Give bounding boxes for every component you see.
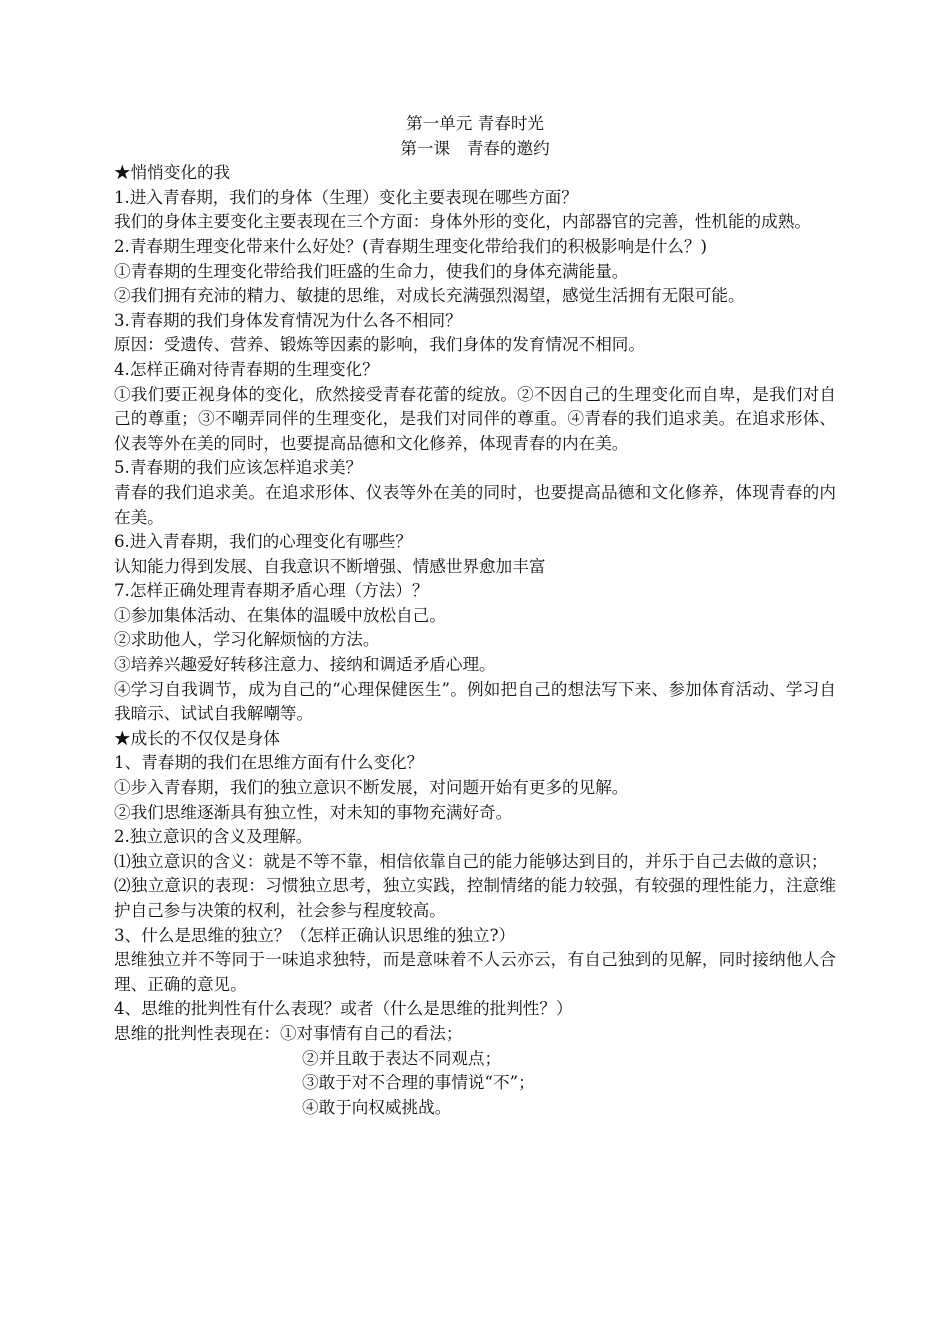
critical-intro-text: 思维的批判性表现在： (114, 1023, 280, 1043)
answer: 我们的身体主要变化主要表现在三个方面：身体外形的变化，内部器官的完善，性机能的成熟。 (114, 212, 811, 232)
answer: ①步入青春期，我们的独立意识不断发展，对问题开始有更多的见解。 (114, 778, 629, 798)
question: 2.独立意识的含义及理解。 (114, 827, 313, 847)
question: 3、什么是思维的独立？（怎样正确认识思维的独立?） (114, 925, 516, 945)
answer: ⑴独立意识的含义：就是不等不靠，相信依靠自己的能力能够达到目的，并乐于自己去做的意识； (114, 851, 828, 871)
answer: ①参加集体活动、在集体的温暖中放松自己。 (114, 605, 446, 625)
answer: 青春的我们追求美。在追求形体、仪表等外在美的同时，也要提高品德和文化修养，体现青春的内在美。 (114, 482, 836, 527)
critical-item: ①对事情有自己的看法； (279, 1023, 463, 1043)
answer: ⑵独立意识的表现：习惯独立思考，独立实践，控制情绪的能力较强，有较强的理性能力，注意维护自己参与决策的权利，社会参与程度较高。 (114, 876, 836, 920)
answer: ④学习自我调节，成为自己的“心理保健医生”。例如把自己的想法写下来、参加体育活动、学习自我暗示、试试自我解嘲等。 (114, 679, 836, 724)
answer: ②我们思维逐渐具有独立性，对未知的事物充满好奇。 (114, 802, 513, 822)
document-page (114, 112, 836, 1120)
question: 5.青春期的我们应该怎样追求美？ (114, 458, 363, 478)
question: 4.怎样正确对待青春期的生理变化？ (114, 359, 379, 379)
question: 1.进入青春期，我们的身体（生理）变化主要表现在哪些方面？ (114, 187, 578, 207)
answer: ②我们拥有充沛的精力、敏捷的思维，对成长充满强烈渴望，感觉生活拥有无限可能。 (114, 286, 745, 306)
answer: ①我们要正视身体的变化，欣然接受青春花蕾的绽放。②不因自己的生理变化而自卑，是我们对自己的尊重；③不嘲弄同伴的生理变化，是我们对同伴的尊重。④青春的我们追求美。在追求形体、仪表等外在美的同时，也要提高品德和文化修养，体现青春的内在美。 (114, 384, 836, 453)
unit-title: 第一单元 青春时光 (405, 114, 545, 133)
answer: 思维独立并不等同于一味追求独特，而是意味着不人云亦云，有自己独到的见解，同时接纳他人合理、正确的意见。 (114, 950, 836, 994)
question: 6.进入青春期，我们的心理变化有哪些？ (114, 532, 412, 552)
critical-item: ④敢于向权威挑战。 (302, 1097, 452, 1117)
question: 3.青春期的我们身体发育情况为什么各不相同？ (114, 310, 462, 330)
critical-item: ②并且敢于表达不同观点； (302, 1048, 502, 1068)
critical-item: ③敢于对不合理的事情说“不”； (302, 1073, 535, 1093)
question: 2.青春期生理变化带来什么好处？(青春期生理变化带给我们的积极影响是什么？) (114, 236, 707, 256)
answer: 认知能力得到发展、自我意识不断增强、情感世界愈加丰富 (114, 556, 546, 576)
answer: ②求助他人，学习化解烦恼的方法。 (114, 630, 380, 650)
question: 4、思维的批判性有什么表现？或者（什么是思维的批判性？） (114, 999, 573, 1019)
section-heading: ★悄悄变化的我 (114, 163, 231, 183)
answer: ③培养兴趣爱好转移注意力、接纳和调适矛盾心理。 (114, 655, 496, 675)
question: 7.怎样正确处理青春期矛盾心理（方法）？ (114, 581, 429, 601)
question: 1、青春期的我们在思维方面有什么变化？ (114, 753, 424, 773)
answer: ①青春期的生理变化带给我们旺盛的生命力，使我们的身体充满能量。 (114, 261, 629, 281)
answer: 原因：受遗传、营养、锻炼等因素的影响，我们身体的发育情况不相同。 (114, 335, 645, 355)
critical-thinking-intro (114, 1022, 836, 1047)
lesson-title: 第一课 青春的邀约 (400, 138, 550, 158)
section-heading: ★成长的不仅仅是身体 (114, 728, 280, 748)
